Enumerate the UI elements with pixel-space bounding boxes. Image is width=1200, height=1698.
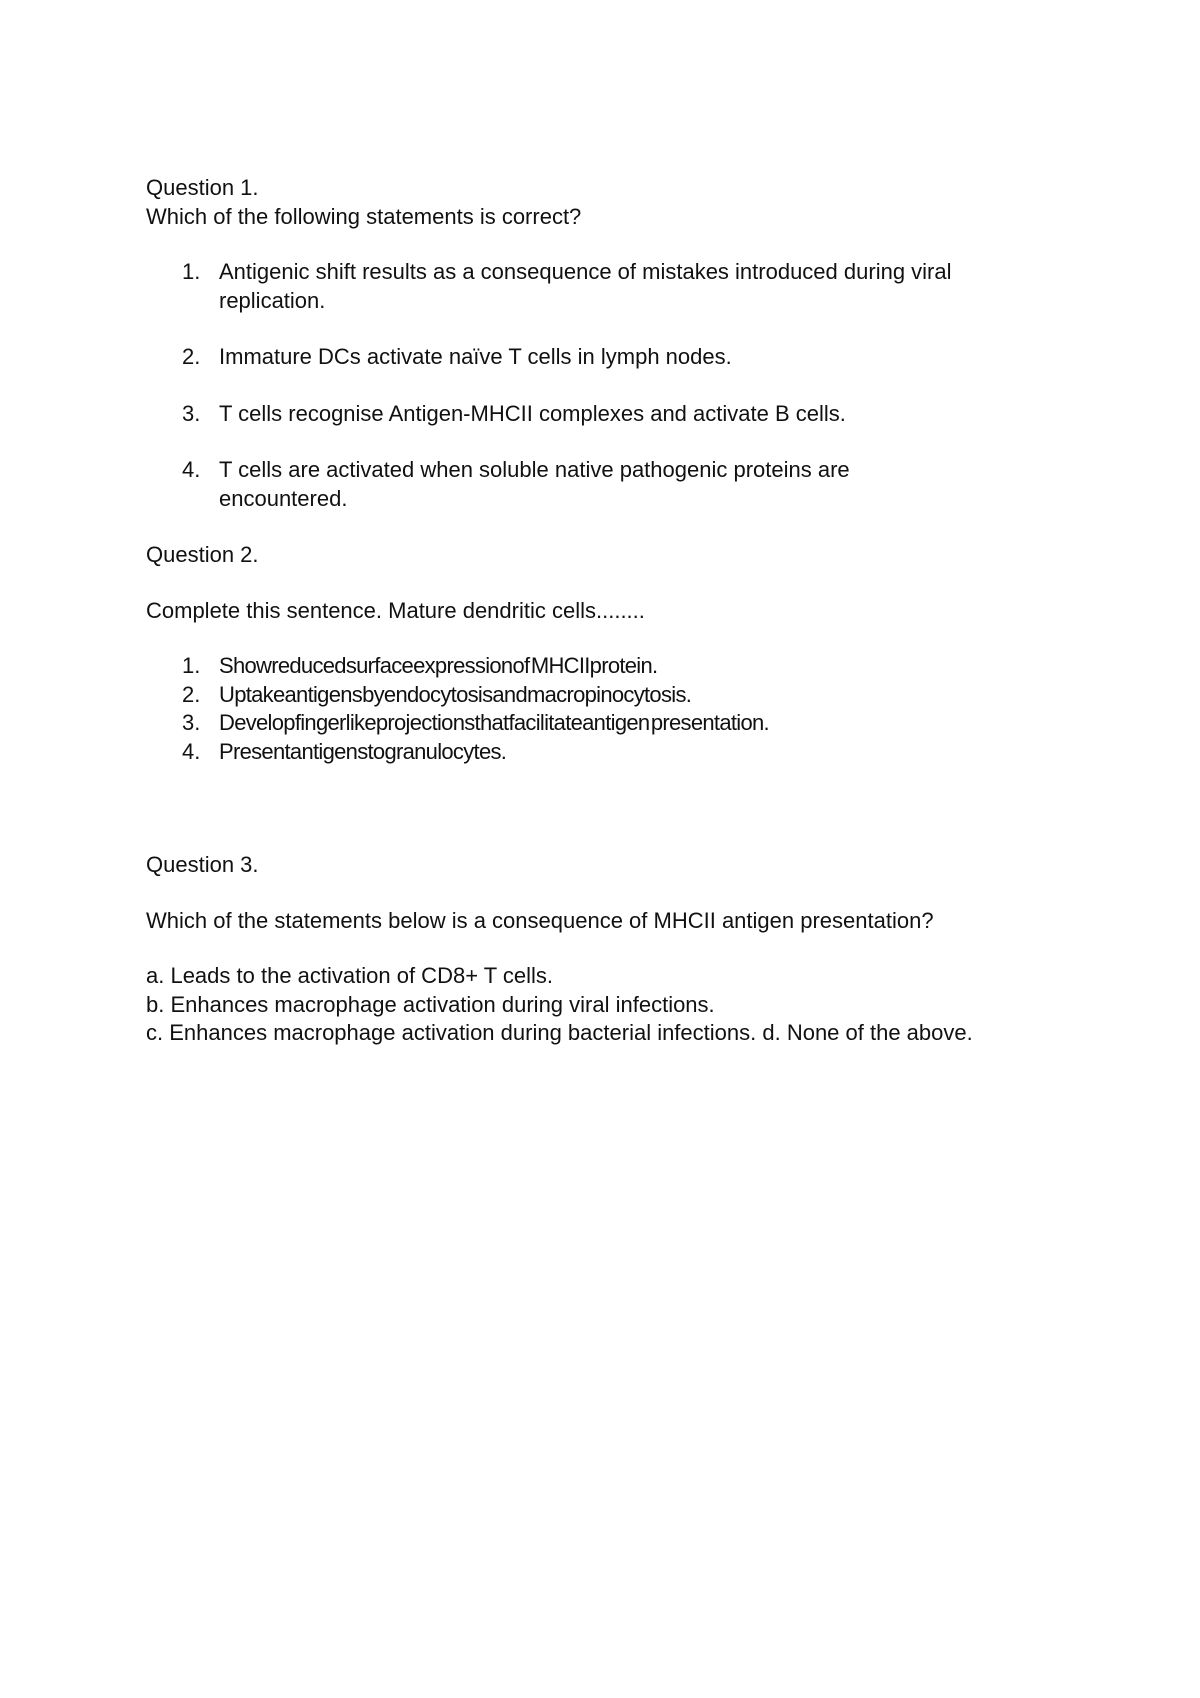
option-text: T cells are activated when soluble native pathogenic proteins are	[219, 457, 850, 482]
question-2-options	[146, 652, 1106, 766]
question-1-option	[146, 343, 1106, 372]
option-number: 4.	[182, 457, 201, 482]
question-3-option: a. Leads to the activation of CD8+ T cells.	[146, 963, 554, 988]
question-2-option	[146, 709, 1106, 738]
question-2-option	[146, 652, 1106, 681]
question-2-prompt: Complete this sentence. Mature dendritic cells........	[146, 597, 645, 623]
option-text: Immature DCs activate naïve T cells in lymph nodes.	[219, 344, 732, 369]
question-1-title: Question 1.	[146, 175, 259, 200]
question-1-options	[146, 258, 1106, 513]
question-3-option: c. Enhances macrophage activation during bacterial infections. d. None of the above.	[146, 1020, 973, 1045]
option-number: 1.	[182, 259, 201, 284]
question-2-option	[146, 738, 1106, 767]
option-text: Developfingerlikeprojectionsthatfacilitateantigen presentation.	[219, 710, 769, 735]
option-number: 3.	[182, 710, 201, 735]
question-2-title: Question 2.	[146, 542, 259, 567]
option-text: Presentantigenstogranulocytes.	[219, 738, 507, 764]
option-text: Uptakeantigensbyendocytosisandmacropinocytosis.	[219, 681, 692, 707]
question-2-option	[146, 681, 1106, 710]
option-text: Antigenic shift results as a consequence of mistakes introduced during viral	[219, 259, 952, 284]
question-3-prompt: Which of the statements below is a consequence of MHCII antigen presentation?	[146, 907, 934, 933]
question-1-prompt: Which of the following statements is correct?	[146, 203, 582, 229]
option-text-continued: replication.	[219, 287, 326, 313]
option-text: T cells recognise Antigen-MHCII complexes and activate B cells.	[219, 400, 846, 426]
question-3-title: Question 3.	[146, 852, 259, 877]
document-content	[146, 174, 1106, 1048]
option-text: Showreducedsurfaceexpressionof MHCIIprotein.	[219, 653, 658, 678]
question-1-option	[146, 258, 1106, 315]
option-text-continued: encountered.	[219, 485, 348, 511]
option-number: 1.	[182, 653, 201, 678]
option-number: 2.	[182, 344, 201, 369]
option-number: 3.	[182, 400, 201, 426]
option-number: 4.	[182, 738, 201, 764]
question-3-option: b. Enhances macrophage activation during viral infections.	[146, 991, 715, 1017]
option-number: 2.	[182, 681, 201, 707]
question-1-option	[146, 456, 1106, 513]
question-1-option	[146, 400, 1106, 429]
